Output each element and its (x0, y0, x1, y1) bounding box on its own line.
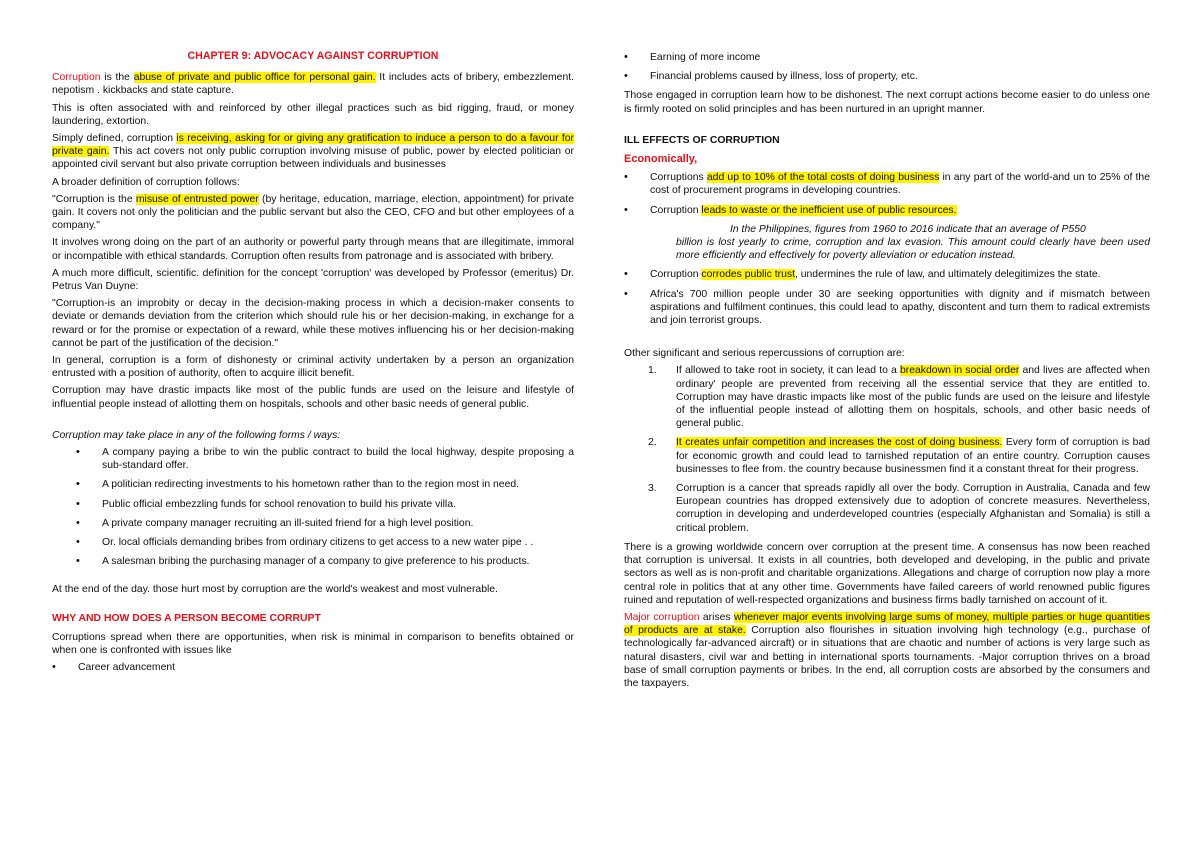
section-heading-ill-effects: ILL EFFECTS OF CORRUPTION (624, 134, 780, 146)
paragraph: A broader definition of corruption follows: (52, 176, 240, 188)
paragraph-broader-definition: "Corruption is the misuse of entrusted power (by heritage, education, marriage, election, appointment) for private gain. It covers not only the politician and the public servant but also the CEO, CFO and but other employees of a company." (52, 193, 574, 232)
reasons-list-continued (624, 51, 1150, 83)
reasons-list (52, 661, 574, 674)
forms-list (52, 446, 574, 568)
philippines-quote: In the Philippines, figures from 1960 to 2016 indicate that an average of P550 billion is lost yearly to crime, corruption and lax evasion. This amount could clearly have been used more efficiently and effectively for poverty alleviation or education instead. (676, 223, 1150, 262)
highlight: add up to 10% of the total costs of doing business (706, 172, 940, 184)
list-item: • A company paying a bribe to win the public contract to build the local highway, despite proposing a sub-standard offer. (102, 446, 574, 472)
list-item: 3. Corruption is a cancer that spreads rapidly all over the body. Corruption in Australia, Canada and few European countries has dropped extensively due to adoption of concrete measures. Nevertheless, corruption in developing and underdeveloped countries (especially Afghanistan and Somalia) is still a critical problem. (648, 483, 1150, 534)
list-item: 1. If allowed to take root in society, it can lead to a breakdown in social order and lives are affected when ordinary' people are prevented from receiving all the essential service that they are entitled to. Corruption may have drastic impacts like most of the public funds are used on the leisure and lifestyle of the influential people instead of allotting them on hospitals, schools, and other basic needs of general public. (648, 365, 1150, 430)
repercussions-list (624, 364, 1150, 534)
term-major-corruption: Major corruption (624, 611, 700, 623)
highlight: corrodes public trust (701, 269, 795, 281)
section-heading-why: WHY AND HOW DOES A PERSON BECOME CORRUPT (52, 612, 321, 624)
list-item: • Corruption corrodes public trust, undermines the rule of law, and ultimately delegitimizes the state. (650, 268, 1150, 281)
list-item: • A politician redirecting investments to his hometown rather than to the region most in need. (102, 478, 574, 491)
paragraph: A much more difficult, scientific. definition for the concept 'corruption' was developed by Professor (emeritus) Dr. Petrus Van Duyne: (52, 267, 574, 293)
list-item: • A private company manager recruiting an ill-suited friend for a high level position. (102, 517, 574, 530)
list-item: • Africa's 700 million people under 30 are seeking opportunities with dignity and if mismatch between aspirations and fulfilment continues, this could lead to apathy, discontent and turn them to radical extremists and join terrorist groups. (650, 288, 1150, 328)
paragraph-simple-definition: Simply defined, corruption is receiving, asking for or giving any gratification to induce a person to do a favour for private gain. This act covers not only public corruption involving misuse of public, power by elected politician or appointed civil servant but also private corruption between individuals and businesses (52, 133, 575, 171)
economic-effects-list (624, 171, 1150, 217)
paragraph: Those engaged in corruption learn how to be dishonest. The next corrupt actions become easier to do unless one is firmly rooted on solid principles and has been nurtured in an upright manner. (624, 90, 1150, 115)
paragraph: Corruption may have drastic impacts like most of the public funds are used on the leisure and lifestyle of influential people instead of allotting them on hospitals, schools and other basic needs of general public. (52, 385, 574, 410)
term-corruption: Corruption (52, 72, 101, 84)
paragraph: Corruptions spread when there are opportunities, when risk is minimal in comparison to benefits obtained or when one is confronted with issues like (52, 631, 574, 657)
paragraph: Other significant and serious repercussions of corruption are: (624, 348, 905, 360)
list-item: • Corruptions add up to 10% of the total costs of doing business in any part of the world-and un to 25% of the cost of procurement programs in developing countries. (650, 171, 1150, 197)
highlight: leads to waste or the inefficient use of public resources. (701, 204, 957, 216)
paragraph-quote-van-duyne: "Corruption-is an improbity or decay in the decision-making process in which a decision-maker consents to deviate or demands deviation from the criterion which should rule his or her decision-making, in exchange for a reward or for the promise or expectation of a reward, while these motives influencing his or her decision-making cannot be part of the justification of the decision." (52, 298, 574, 349)
list-item: • A salesman bribing the purchasing manager of a company to give preference to his products. (102, 555, 574, 568)
highlight: whenever major events involving large sums of money, multiple parties or huge quantities of products are at stake. (624, 611, 1150, 637)
list-item: • Public official embezzling funds for school renovation to build his private villa. (102, 498, 574, 511)
highlight: misuse of entrusted power (135, 193, 259, 205)
left-column (52, 50, 574, 681)
highlight: abuse of private and public office for personal gain. (133, 72, 376, 84)
paragraph: In general, corruption is a form of dishonesty or criminal activity undertaken by a person an organization entrusted with a position of authority, often to acquire illicit benefit. (52, 355, 574, 380)
list-item: • Or. local officials demanding bribes from ordinary citizens to get access to a new water pipe . . (102, 536, 574, 549)
list-item: • Corruption leads to waste or the inefficient use of public resources. (650, 204, 1150, 217)
paragraph-definition: Corruption is the abuse of private and public office for personal gain. It includes acts of bribery, embezzlement. nepotism . kickbacks and state capture. (52, 72, 575, 97)
paragraph: There is a growing worldwide concern over corruption at the present time. A consensus has now been reached that corruption is universal. It exists in all countries, both developed and developing, in the public and private sectors as well as is non-profit and charitable organizations. Allegations and charge of corruption now play a more central role in politics that at any other time. Governments have failed careers of world renowned public figures ruined and reputation of well-respected organizations and business firms badly tarnished on account of it. (624, 541, 1150, 606)
highlight: is receiving, asking for or giving any gratification to induce a person to do a favour for private gain. (52, 133, 574, 158)
chapter-title: CHAPTER 9: ADVOCACY AGAINST CORRUPTION (187, 50, 439, 62)
highlight: breakdown in social order (900, 365, 1020, 377)
list-item: • Financial problems caused by illness, loss of property, etc. (650, 70, 1150, 83)
paragraph-major-corruption: Major corruption arises whenever major events involving large sums of money, multiple parties or huge quantities of products are at stake. Corruption also flourishes in situation involving high technology (e.g., purchase of technologically far-advanced aircraft) or in situations that are chaotic and number of actions is very large such as natural disasters, civil war and betting in international sports tournaments. -Major corruption thrives on a broad base of small corruption payments or bribes. In the end, all corruption costs are absorbed by the consumers and the taxpayers. (624, 611, 1150, 689)
forms-intro: Corruption may take place in any of the following forms / ways: (52, 429, 341, 441)
economic-effects-list-2 (624, 268, 1150, 327)
highlight: It creates unfair competition and increases the cost of doing business. (676, 437, 1003, 449)
list-item: • Earning of more income (650, 51, 1150, 64)
paragraph: It involves wrong doing on the part of an authority or powerful party through means that are illegitimate, immoral or incompatible with ethical standards. Corruption often results from patronage and is associated with bribery. (52, 237, 574, 262)
paragraph: At the end of the day. those hurt most by corruption are the world's weakest and most vulnerable. (52, 583, 498, 595)
list-item: 2. It creates unfair competition and increases the cost of doing business. Every form of corruption is bad for economic growth and could lead to tarnished reputation of an entire country. Corruption causes businesses to flee from. the country because businessmen find it a constant threat for their progress. (648, 437, 1151, 475)
right-column (624, 51, 1150, 694)
paragraph: This is often associated with and reinforced by other illegal practices such as bid rigging, fraud, or money laundering, extortion. (52, 102, 574, 127)
list-item: • Career advancement (78, 661, 574, 674)
subheading-economically: Economically, (624, 153, 698, 166)
